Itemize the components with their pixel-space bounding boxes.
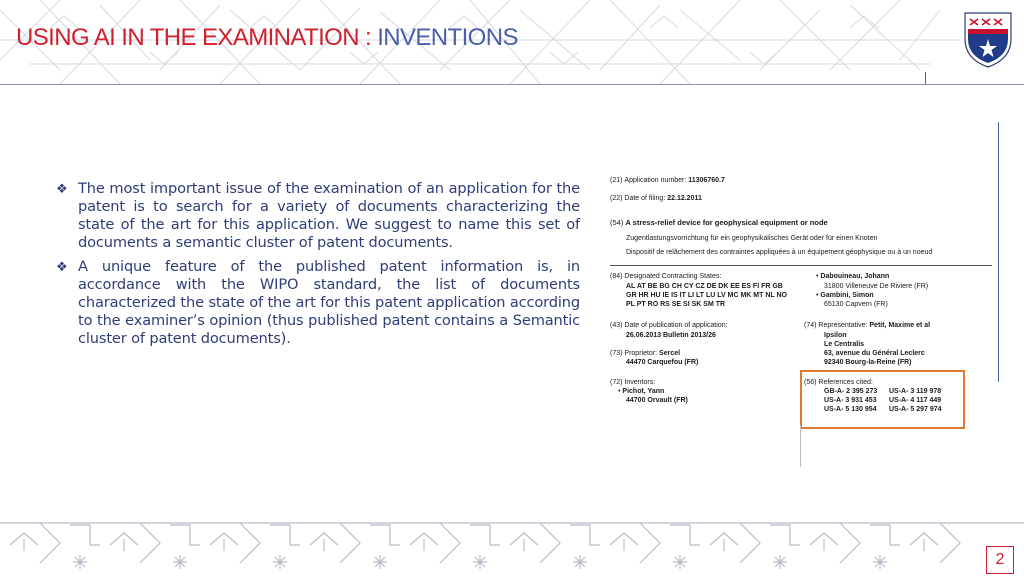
inventor-address: 31800 Villeneuve De Riviere (FR) <box>824 283 929 290</box>
field-label: Date of filing: <box>624 195 668 202</box>
slide-title-main: USING AI IN THE EXAMINATION : <box>16 24 378 51</box>
field-code: (54) <box>610 218 624 227</box>
representative-line: Ipsilon <box>824 332 847 339</box>
reference-cited: US-A- 5 130 954 <box>824 406 877 413</box>
reference-cited: US-A- 5 297 974 <box>889 406 942 413</box>
reference-cited: GB-A- 2 395 273 <box>824 388 878 395</box>
states-line: PL PT RO RS SE SI SK SM TR <box>626 301 726 308</box>
patent-field-74: (74) Representative: Petit, Maxime et al <box>804 322 931 329</box>
field-label: Proprietor: <box>624 350 660 357</box>
field-code: (56) <box>804 379 817 386</box>
bullet-item <box>56 258 580 348</box>
field-label: Designated Contracting States: <box>624 273 722 280</box>
patent-field-54 <box>610 218 828 227</box>
patent-field-73: (73) Proprietor: Sercel <box>610 350 681 357</box>
inventor-entry: • Pichot, Yann <box>618 388 665 395</box>
field-code: (22) <box>610 195 623 202</box>
slide-header <box>0 0 1024 84</box>
document-column-divider <box>800 425 801 467</box>
inventor-address: 65130 Capvern (FR) <box>824 301 888 308</box>
reference-cited: US-A- 3 119 978 <box>889 388 942 395</box>
patent-title-en: A stress-relief device for geophysical equipment or node <box>625 218 828 227</box>
reference-cited: US-A- 3 931 453 <box>824 397 877 404</box>
field-code: (43) <box>610 322 623 329</box>
field-label: Application number: <box>624 177 689 184</box>
bullet-list <box>56 180 580 354</box>
patent-field-22 <box>610 194 702 203</box>
patent-field-43 <box>610 321 728 330</box>
patent-title-de: Zugentlastungsvorrichtung für ein geophysikalisches Gerät oder für einen Knoten <box>626 235 878 242</box>
slide-title <box>16 24 518 52</box>
field-code: (84) <box>610 273 623 280</box>
filing-date: 22.12.2011 <box>667 195 702 202</box>
slide-footer-pattern <box>0 505 1024 576</box>
footer-decorative-pattern <box>0 505 1024 576</box>
decorative-vertical-line <box>925 72 926 84</box>
states-line: GR HR HU IE IS IT LI LT LU LV MC MK MT NL NO <box>626 292 787 299</box>
field-code: (73) <box>610 350 623 357</box>
proprietor-address: 44470 Carquefou (FR) <box>626 359 699 366</box>
patent-field-21 <box>610 176 725 185</box>
patent-field-72 <box>610 378 655 387</box>
inventor-address: 44700 Orvault (FR) <box>626 397 688 404</box>
patent-title-fr: Dispositif de relâchement des contraintes appliquées à un équipement géophysique ou à un noeud <box>626 249 933 256</box>
inventor-entry: • Dabouineau, Johann <box>816 273 890 280</box>
decorative-vertical-line <box>998 122 999 382</box>
field-code: (21) <box>610 177 623 184</box>
patent-field-84 <box>610 272 721 281</box>
page-number: 2 <box>986 546 1014 574</box>
field-code: (72) <box>610 379 623 386</box>
representative-line: Le Centralis <box>824 341 865 348</box>
field-label: References cited: <box>818 379 873 386</box>
inventor-entry: • Gambini, Simon <box>816 292 874 299</box>
reference-cited: US-A- 4 117 449 <box>889 397 942 404</box>
references-highlight-box <box>800 370 965 429</box>
diamond-bullet-icon: ❖ <box>56 259 68 274</box>
diamond-bullet-icon: ❖ <box>56 181 68 196</box>
slide-title-topic: INVENTIONS <box>377 24 518 51</box>
publication-date: 26.06.2013 Bulletin 2013/26 <box>626 332 716 339</box>
patent-divider <box>610 265 992 266</box>
representative-line: 63, avenue du Général Leclerc <box>824 350 925 357</box>
university-shield-logo-icon <box>962 9 1014 69</box>
representative-line: 92340 Bourg-la-Reine (FR) <box>824 359 912 366</box>
bullet-item <box>56 180 580 252</box>
application-number: 11306760.7 <box>688 177 725 184</box>
states-line: AL AT BE BG CH CY CZ DE DK EE ES FI FR GB <box>626 283 783 290</box>
header-divider <box>0 84 1024 85</box>
field-label: Representative: <box>818 322 870 329</box>
field-label: Inventors: <box>624 379 656 386</box>
field-code: (74) <box>804 322 817 329</box>
field-label: Date of publication of application: <box>624 322 728 329</box>
bullet-text: The most important issue of the examination of an application for the patent is to search for a variety of documents characterizing the state of the art for this application. We suggest to name this set of documents a semantic cluster of patent documents. <box>78 180 580 251</box>
bullet-text: A unique feature of the published patent information is, in accordance with the WIPO standard, the list of documents characterized the state of the art for this patent application according to the examiner’s opinion (thus published patent contains a Semantic cluster of patent documents). <box>78 258 580 347</box>
